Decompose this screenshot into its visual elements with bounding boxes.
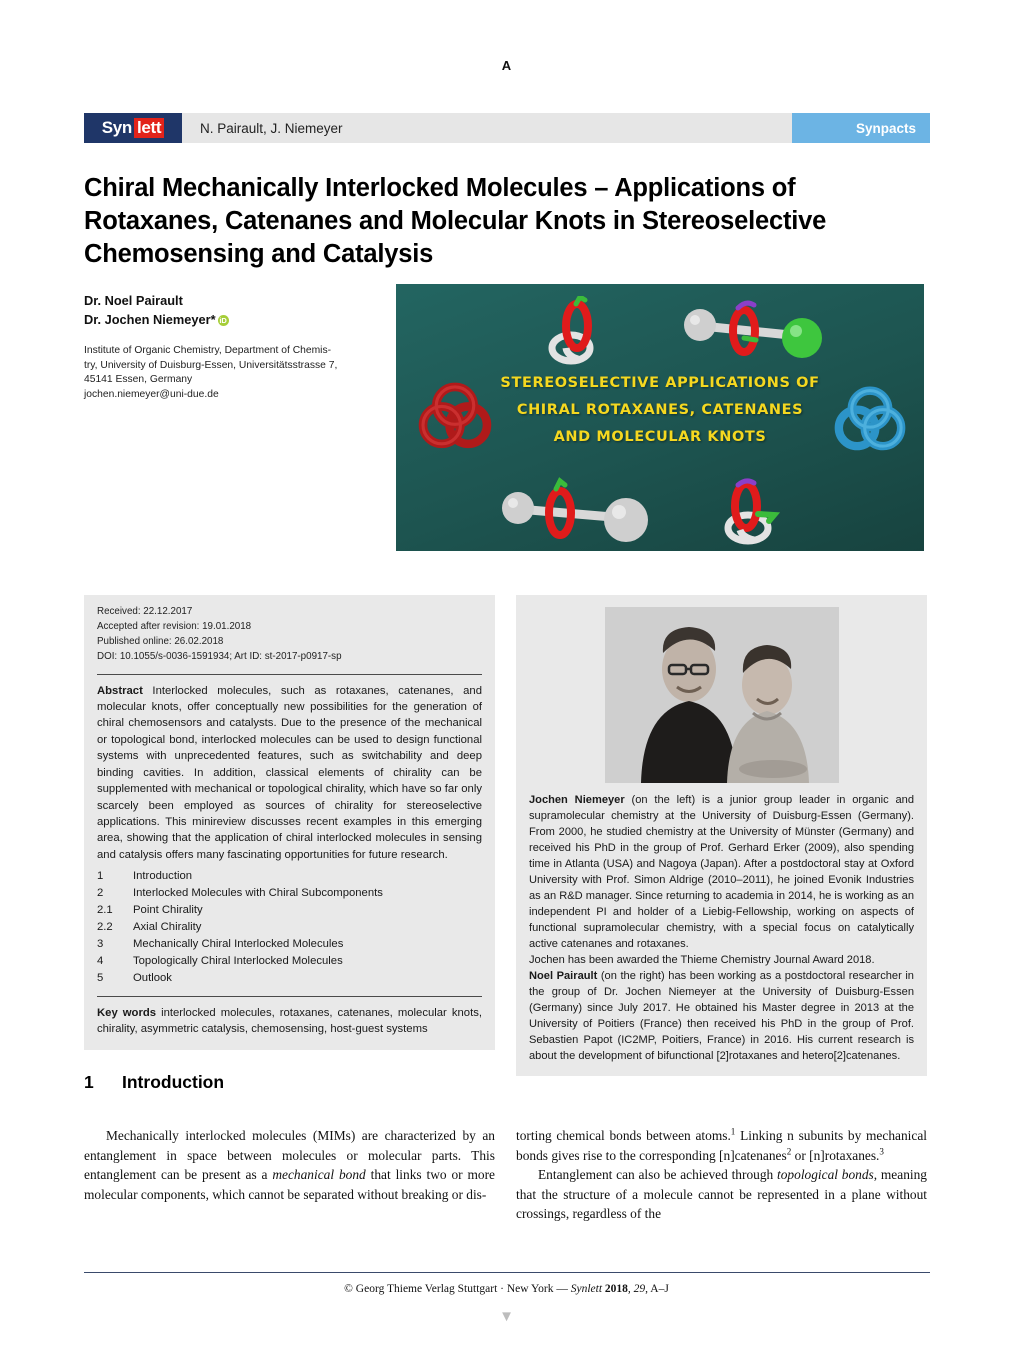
corresponding-email[interactable]: jochen.niemeyer@uni-due.de bbox=[84, 388, 219, 400]
table-of-contents bbox=[97, 868, 482, 987]
affiliation-line-2: try, University of Duisburg-Essen, Universitätsstrasse 7, bbox=[84, 359, 338, 371]
abstract-block bbox=[97, 683, 482, 864]
toc-label[interactable]: Introduction bbox=[133, 870, 193, 883]
body-right-p1b: Linking n subunits by mechanical bonds gives rise to the corresponding [n]catenanes bbox=[516, 1128, 927, 1163]
running-head-section-tag: Synpacts bbox=[792, 113, 930, 143]
toc-item bbox=[97, 953, 482, 970]
affiliation-block bbox=[84, 344, 346, 402]
body-right-p2a: Entanglement can also be achieved through bbox=[538, 1167, 778, 1183]
toc-label[interactable]: Outlook bbox=[133, 971, 172, 984]
toc-label[interactable]: Mechanically Chiral Interlocked Molecules bbox=[133, 937, 344, 950]
meta-doi: DOI: 10.1055/s-0036-1591934; Art ID: st-2017-p0917-sp bbox=[97, 650, 342, 662]
logo-syn-text: Syn bbox=[101, 118, 132, 137]
body-left-p1b: that links two or more molecular components, which cannot be separated without breaking or dis- bbox=[84, 1167, 495, 1202]
affiliation-line-1: Institute of Organic Chemistry, Department of Chemis- bbox=[84, 345, 332, 356]
footer-divider bbox=[84, 1272, 930, 1273]
body-paragraph bbox=[516, 1126, 927, 1165]
journal-logo bbox=[84, 113, 182, 143]
page-marker: A bbox=[501, 58, 512, 73]
logo-lett-text: lett bbox=[134, 118, 164, 138]
graphical-abstract-text bbox=[396, 370, 924, 450]
citation-ref-3[interactable]: 3 bbox=[879, 1146, 884, 1157]
bio-niemeyer-text: (on the left) is a junior group leader in organic and supramolecular chemistry at the University of Duisburg-Essen (Germany). From 2000, he studied chemistry at the University of Münster (Germany) and received his PhD in the group of Prof. Gerhard Erker (2009), also spending time in Atlanta (USA) and Nagoya (Japan). After a postdoctoral stay at Oxford University with Prof. Simon Aldrige (2010–2011), he joined Evonik Industries as an R&D manager. Since returning to academia in 2014, he is working as an independent PI and holder of a Liebig-Fellowship, working on aspects of functional supramolecular chemistry, with a special focus on catalytically active catenanes and rotaxanes. bbox=[529, 794, 914, 951]
toc-item bbox=[97, 885, 482, 902]
toc-item bbox=[97, 902, 482, 919]
author-name-pairault: Dr. Noel Pairault bbox=[84, 293, 183, 308]
author-name-niemeyer bbox=[84, 311, 364, 330]
divider-above-abstract bbox=[97, 674, 482, 675]
toc-number: 1 bbox=[97, 870, 104, 883]
body-left-p1a: Mechanically interlocked molecules (MIMs) are characterized by an entanglement in space between molecules or molecular parts. This entanglement can be present as a bbox=[84, 1128, 495, 1183]
section-number: 1 bbox=[84, 1072, 94, 1092]
meta-published: Published online: 26.02.2018 bbox=[97, 635, 224, 647]
section-title: Introduction bbox=[122, 1072, 225, 1092]
body-paragraph bbox=[84, 1126, 495, 1204]
toc-label[interactable]: Point Chirality bbox=[133, 904, 203, 917]
body-column-left bbox=[84, 1126, 495, 1204]
meta-accepted: Accepted after revision: 19.01.2018 bbox=[97, 620, 252, 632]
orcid-icon[interactable]: iD bbox=[219, 315, 227, 325]
toc-item bbox=[97, 970, 482, 987]
divider-above-keywords bbox=[97, 996, 482, 997]
goa-line-1: STEREOSELECTIVE APPLICATIONS OF bbox=[500, 375, 820, 391]
author-bio-panel bbox=[516, 595, 927, 1076]
article-info-panel bbox=[84, 595, 495, 1050]
bio-pairault-text: (on the right) has been working as a postdoctoral researcher in the group of Dr. Jochen Niemeyer at the University of Duisburg-Essen (Germany) since July 2017. He obtained his Master degree in 2013 at the University of Poitiers (France) then received his PhD in the group of Prof. Sebastien Papot (IC2MP, Poitiers, France) in 2016. His current research is about the development of bifunctional [2]rotaxanes and hetero[2]catenanes. bbox=[529, 970, 914, 1063]
toc-label[interactable]: Axial Chirality bbox=[133, 921, 202, 934]
bio-niemeyer-name: Jochen Niemeyer bbox=[529, 794, 625, 806]
toc-number: 5 bbox=[97, 971, 104, 984]
keywords-label: Key words bbox=[97, 1006, 157, 1019]
section-heading bbox=[84, 1072, 495, 1093]
goa-line-2: CHIRAL ROTAXANES, CATENANES bbox=[516, 401, 804, 418]
author-photo bbox=[605, 607, 839, 783]
keywords-block bbox=[97, 1005, 482, 1038]
toc-number: 2 bbox=[97, 887, 104, 900]
toc-item bbox=[97, 936, 482, 953]
abstract-text: Interlocked molecules, such as rotaxanes, catenanes, and molecular knots, offer conceptually new possibilities for the generation of chiral chemosensors and catalysts. Due to the presence of the mechanical or topological bond, interlocked molecules can be used to design functional systems with unprecedented features, such as switchability and deep binding cavities. In addition, classical elements of chirality can be supplemented with mechanical or topological chirality, which have so far only scarcely been employed as sources of chirality for stereoselective applications. This minireview discusses recent examples in this emerging area, showing that the application of chiral interlocked molecules in sensing and catalysis offers many fascinating opportunities for future research. bbox=[97, 684, 482, 861]
footer-journal: Synlett bbox=[570, 1283, 603, 1295]
footer-volume: , 29 bbox=[627, 1283, 646, 1295]
toc-item bbox=[97, 868, 482, 885]
body-right-p1c: or [n]rotaxanes. bbox=[791, 1147, 880, 1163]
body-paragraph bbox=[516, 1165, 927, 1224]
running-head-authors: N. Pairault, J. Niemeyer bbox=[182, 113, 792, 143]
author-list bbox=[84, 292, 364, 329]
continuation-triangle-icon: ▼ bbox=[499, 1308, 514, 1325]
toc-label[interactable]: Topologically Chiral Interlocked Molecules bbox=[133, 954, 343, 967]
citation-ref-2[interactable]: 2 bbox=[786, 1146, 792, 1157]
goa-line-3: AND MOLECULAR KNOTS bbox=[553, 428, 767, 445]
toc-label[interactable]: Interlocked Molecules with Chiral Subcomponents bbox=[133, 887, 383, 900]
body-right-p2b: , meaning that the structure of a molecule cannot be represented in a plane without crossings, regardless of the bbox=[516, 1167, 928, 1222]
keywords-text: interlocked molecules, rotaxanes, catenanes, molecular knots, chirality, asymmetric catalysis, chemosensing, host-guest systems bbox=[97, 1006, 482, 1036]
body-left-p1-italic: mechanical bond bbox=[272, 1167, 366, 1183]
graphical-abstract bbox=[396, 284, 924, 551]
bio-award-line: Jochen has been awarded the Thieme Chemistry Journal Award 2018. bbox=[529, 954, 875, 967]
toc-number: 4 bbox=[97, 954, 104, 967]
affiliation-line-3: 45141 Essen, Germany bbox=[84, 374, 193, 386]
toc-number: 3 bbox=[97, 937, 104, 950]
footer-year: 2018 bbox=[602, 1283, 628, 1295]
page-footer bbox=[0, 1283, 1013, 1295]
author-niemeyer-label: Dr. Jochen Niemeyer* bbox=[84, 311, 216, 327]
toc-number: 2.1 bbox=[97, 904, 113, 917]
meta-received: Received: 22.12.2017 bbox=[97, 606, 193, 617]
toc-item bbox=[97, 919, 482, 936]
footer-pages: , A–J bbox=[645, 1283, 669, 1295]
citation-ref-1[interactable]: 1 bbox=[730, 1126, 736, 1137]
body-right-p1a: torting chemical bonds between atoms. bbox=[516, 1128, 731, 1143]
body-right-p2-italic: topological bonds bbox=[777, 1167, 874, 1183]
footer-copyright: © Georg Thieme Verlag Stuttgart · New York — bbox=[344, 1283, 571, 1295]
running-head bbox=[84, 113, 930, 143]
article-meta bbox=[97, 605, 482, 665]
body-column-right bbox=[516, 1126, 927, 1224]
abstract-label: Abstract bbox=[97, 684, 143, 697]
toc-number: 2.2 bbox=[97, 921, 113, 934]
page-title: Chiral Mechanically Interlocked Molecules – Applications of Rotaxanes, Catenanes and Molecular Knots in Stereoselective Chemosensing and Catalysis bbox=[84, 174, 827, 269]
author-biographies bbox=[529, 792, 914, 1064]
bio-pairault-name: Noel Pairault bbox=[529, 970, 598, 983]
